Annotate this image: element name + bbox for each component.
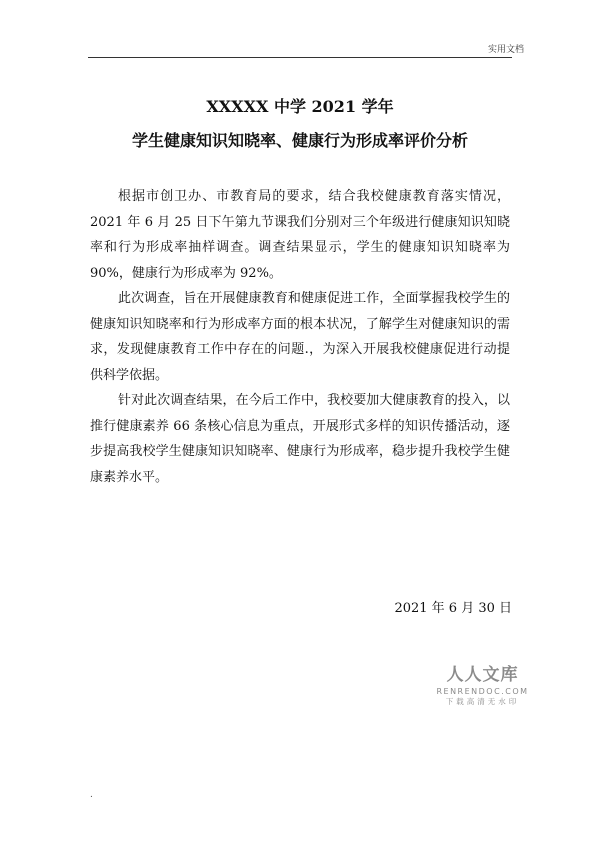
watermark-sub: 下载高清无水印 [445,697,520,706]
header-divider [88,57,512,58]
document-date: 2021 年 6 月 30 日 [394,601,512,616]
footer-mark: . [90,790,93,800]
watermark-domain: RENRENDOC.COM [436,687,529,696]
paragraph: 根据市创卫办、市教育局的要求，结合我校健康教育落实情况，2021 年 6 月 25 日下午第九节课我们分别对三个年级进行健康知识知晓率和行为形成率抽样调查。调查结果显示，学生的健康知识知晓率为 90%，健康行为形成率为 92%。 [90,189,510,281]
header-label: 实用文档 [487,45,524,55]
document-title-line1: XXXXX 中学 2021 学年 [206,97,394,116]
watermark-main: 人人文库 [446,665,519,685]
watermark [430,664,535,707]
document-title-line2: 学生健康知识知晓率、健康行为形成率评价分析 [131,131,468,150]
paragraph: 针对此次调查结果，在今后工作中，我校要加大健康教育的投入，以推行健康素养 66 条核心信息为重点，开展形式多样的知识传播活动，逐步提高我校学生健康知识知晓率、健康行为形成率，稳步提升我校学生健康素养水平。 [90,393,510,485]
paragraph: 此次调查，旨在开展健康教育和健康促进工作，全面掌握我校学生的健康知识知晓率和行为形成率方面的根本状况，了解学生对健康知识的需求，发现健康教育工作中存在的问题.，为深入开展我校健康促进行动提供科学依据。 [90,291,510,383]
document-body [90,184,510,490]
